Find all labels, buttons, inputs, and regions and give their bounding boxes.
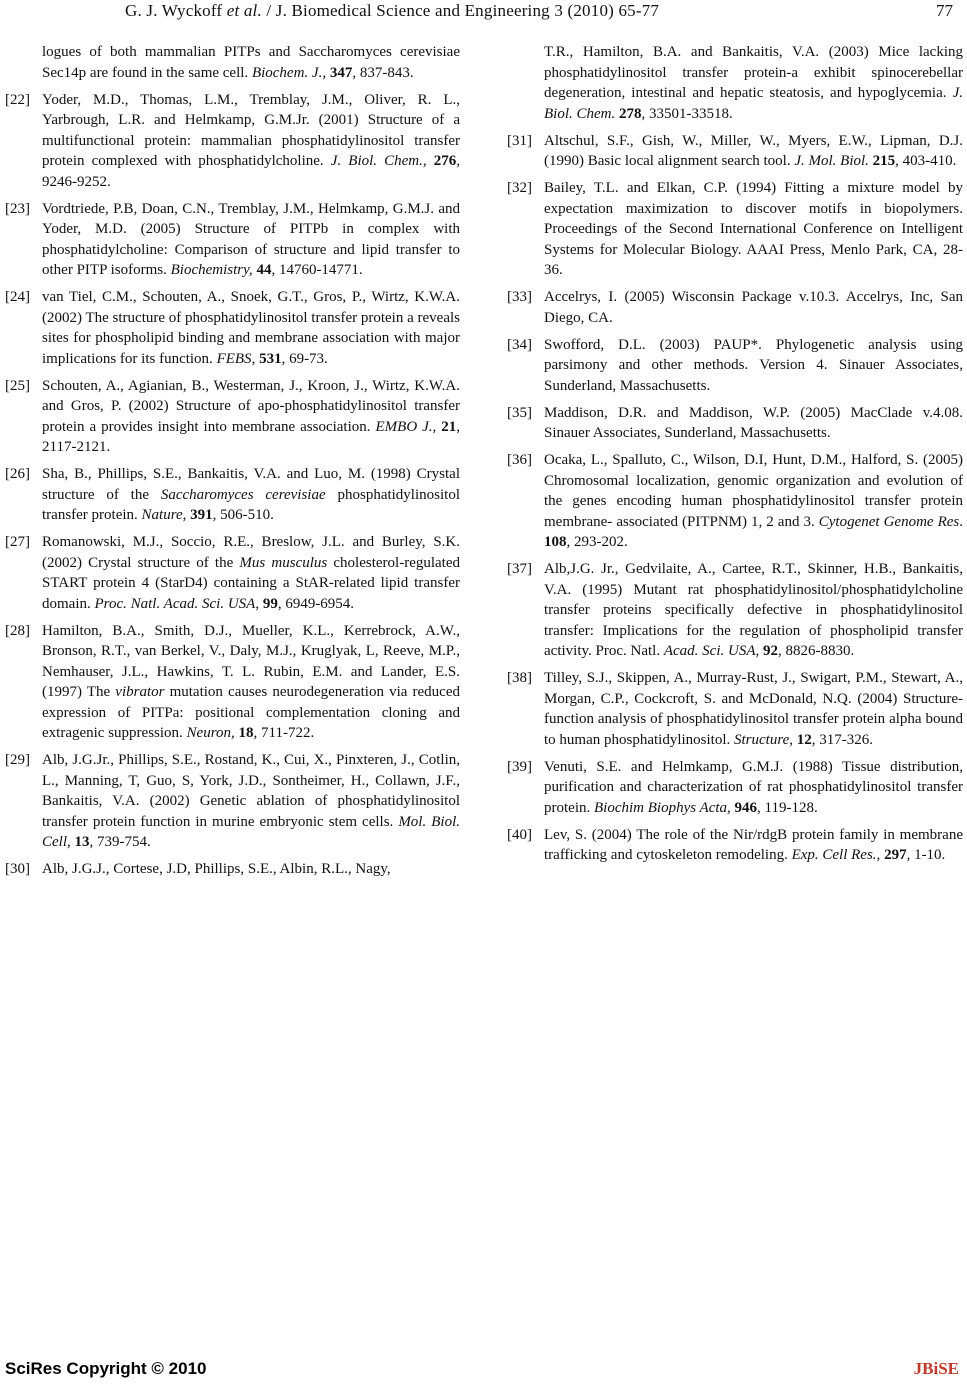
reference-text: Maddison, D.R. and Maddison, W.P. (2005) MacClade v.4.08. Sinauer Associates, Sunderland, Massachusetts. [544,404,963,441]
reference-text: Hamilton, B.A., Smith, D.J., Mueller, K.L., Kerrebrock, A.W., Bronson, R.T., van Berkel, V., Daly, M.J., Kruglyak, L, Reeve, M.P., Nemhauser, J.L., Hawkins, T. L. Rubin, E.M. and Lander, E.S. (1997) The vibrator mutation causes neurodegeneration via reduced expression of PITPa: positional complementation cloning and extragenic suppression. Neuron, 18, 711-722. [42,622,460,741]
reference-number: [39] [507,758,532,775]
reference-text: Romanowski, M.J., Soccio, R.E., Breslow, J.L. and Burley, S.K. (2002) Crystal structure of the Mus musculus cholesterol-regulated START protein 4 (StarD4) containing a StAR-related lipid transfer domain. Proc. Natl. Acad. Sci. USA, 99, 6949-6954. [42,534,460,612]
reference-entry [507,450,963,553]
reference-text: Ocaka, L., Spalluto, C., Wilson, D.I, Hunt, D.M., Halford, S. (2005) Chromosomal localization, genomic organization and evolution of the genes encoding human phosphatidylinositol transfer protein membrane- associated (PITPNM) 1, 2 and 3. Cytogenet Genome Res. 108, 293-202. [544,452,963,550]
reference-entry [5,532,460,614]
reference-number: [28] [5,622,30,639]
reference-number: [27] [5,534,30,550]
reference-text: Yoder, M.D., Thomas, L.M., Tremblay, J.M., Oliver, R. L., Yarbrough, L.R. and Helmkamp, G.M.Jr. (2001) Structure of a multifunctional protein: mammalian phosphatidylinositol transfer protein complexed with phosphatidylcholine. J. Biol. Chem., 276, 9246-9252. [42,91,460,190]
reference-text: Swofford, D.L. (2003) PAUP*. Phylogenetic analysis using parsimony and other methods. Version 4. Sinauer Associates, Sunderland, Massachusetts. [544,336,963,394]
reference-text: Lev, S. (2004) The role of the Nir/rdgB protein family in membrane trafficking and cytoskeleton remodeling. Exp. Cell Res., 297, 1-10. [544,826,963,863]
footer-copyright: SciRes Copyright © 2010 [5,1359,207,1378]
reference-text: Alb, J.G.J., Cortese, J.D, Phillips, S.E., Albin, R.L., Nagy, [42,861,391,877]
reference-entry [507,335,963,397]
reference-number: [25] [5,377,30,394]
reference-number: [35] [507,404,532,421]
reference-number: [22] [5,91,30,108]
reference-text: Tilley, S.J., Skippen, A., Murray-Rust, J., Swigart, P.M., Stewart, A., Morgan, C.P., Cockcroft, S. and McDonald, N.Q. (2004) Structure-function analysis of phosphatidylinositol transfer protein alpha bound to human phosphatidylinositol. Structure, 12, 317-326. [544,670,963,748]
reference-entry [507,42,963,124]
reference-text: Bailey, T.L. and Elkan, C.P. (1994) Fitting a mixture model by expectation maximization to discover motifs in biopolymers. Proceedings of the Second International Conference on Intelligent Systems for Molecular Biology. AAAI Press, Menlo Park, CA, 28-36. [544,180,963,278]
reference-entry [5,287,460,369]
reference-column-right [507,42,963,872]
running-head: G. J. Wyckoff et al. / J. Biomedical Science and Engineering 3 (2010) 65-77 [125,1,660,20]
reference-entry [507,668,963,750]
reference-text: logues of both mammalian PITPs and Saccharomyces cerevisiae Sec14p are found in the same cell. Biochem. J., 347, 837-843. [42,44,460,81]
reference-number: [31] [507,132,532,149]
reference-entry [507,403,963,444]
reference-entry [5,199,460,281]
reference-number: [33] [507,289,532,305]
reference-entry [5,621,460,744]
reference-text: van Tiel, C.M., Schouten, A., Snoek, G.T., Gros, P., Wirtz, K.W.A. (2002) The structure of phosphatidylinositol transfer protein a reveals sites for phospholipid binding and membrane association with major implications for its function. FEBS, 531, 69-73. [42,289,460,367]
reference-entry [507,178,963,281]
reference-text: Accelrys, I. (2005) Wisconsin Package v.10.3. Accelrys, Inc, San Diego, CA. [544,289,963,326]
reference-entry [507,287,963,328]
reference-entry [5,464,460,526]
reference-column-left [5,42,460,886]
reference-number: [36] [507,452,532,468]
reference-text: Sha, B., Phillips, S.E., Bankaitis, V.A. and Luo, M. (1998) Crystal structure of the Saccharomyces cerevisiae phosphatidylinositol transfer protein. Nature, 391, 506-510. [42,466,460,523]
reference-text: Alb, J.G.Jr., Phillips, S.E., Rostand, K., Cui, X., Pinxteren, J., Cotlin, L., Manning, T, Guo, S, York, J.D., Sontheimer, H., Collawn, J.F., Bankaitis, V.A. (2002) Genetic ablation of phosphatidylinositol transfer protein function in murine embryonic stem cells. Mol. Biol. Cell, 13, 739-754. [42,752,460,850]
reference-number: [34] [507,336,532,353]
page-number: 77 [936,1,953,20]
running-header [0,0,967,28]
reference-number: [23] [5,200,30,217]
reference-entry [507,825,963,866]
reference-text: T.R., Hamilton, B.A. and Bankaitis, V.A. (2003) Mice lacking phosphatidylinositol transfer protein-a exhibit spinocerebellar degeneration, intestinal and hepatic steatosis, and hypoglycemia. J. Biol. Chem. 278, 33501-33518. [544,44,963,122]
reference-text: Altschul, S.F., Gish, W., Miller, W., Myers, E.W., Lipman, D.J. (1990) Basic local alignment search tool. J. Mol. Biol. 215, 403-410. [544,132,963,169]
reference-number: [24] [5,289,30,305]
reference-number: [38] [507,670,532,686]
reference-number: [30] [5,861,30,877]
reference-number: [40] [507,826,532,843]
reference-text: Alb,J.G. Jr., Gedvilaite, A., Cartee, R.T., Skinner, H.B., Bankaitis, V.A. (1995) Mutant rat phosphatidylinositol/phosphatidylcholine transfer proteins specifically defective in phosphatidylinositol transfer: Implications for the regulation of phospholipid transfer activity. Proc. Natl. Acad. Sci. USA, 92, 8826-8830. [544,561,963,659]
reference-number: [26] [5,466,30,482]
reference-text: Schouten, A., Agianian, B., Westerman, J., Kroon, J., Wirtz, K.W.A. and Gros, P. (2002) Structure of apo-phosphatidylinositol transfer protein a provides insight into membrane association. EMBO J., 21, 2117-2121. [42,377,461,455]
reference-text: Venuti, S.E. and Helmkamp, G.M.J. (1988) Tissue distribution, purification and characterization of rat phosphatidylinositol transfer protein. Biochim Biophys Acta, 946, 119-128. [544,758,963,816]
reference-text: Vordtriede, P.B, Doan, C.N., Tremblay, J.M., Helmkamp, G.M.J. and Yoder, M.D. (2005) Structure of PITPb in complex with phosphatidylcholine: Comparison of structure and lipid transfer to other PITP isoforms. Biochemistry, 44, 14760-14771. [42,200,460,278]
reference-number: [37] [507,561,532,577]
reference-entry [5,750,460,853]
reference-entry [5,859,460,880]
reference-entry [507,757,963,819]
reference-entry [507,131,963,172]
reference-entry [507,559,963,662]
footer-journal: JBiSE [913,1359,959,1378]
reference-entry [5,42,460,83]
reference-entry [5,376,460,458]
reference-entry [5,90,460,193]
reference-number: [29] [5,752,30,768]
reference-number: [32] [507,180,532,196]
